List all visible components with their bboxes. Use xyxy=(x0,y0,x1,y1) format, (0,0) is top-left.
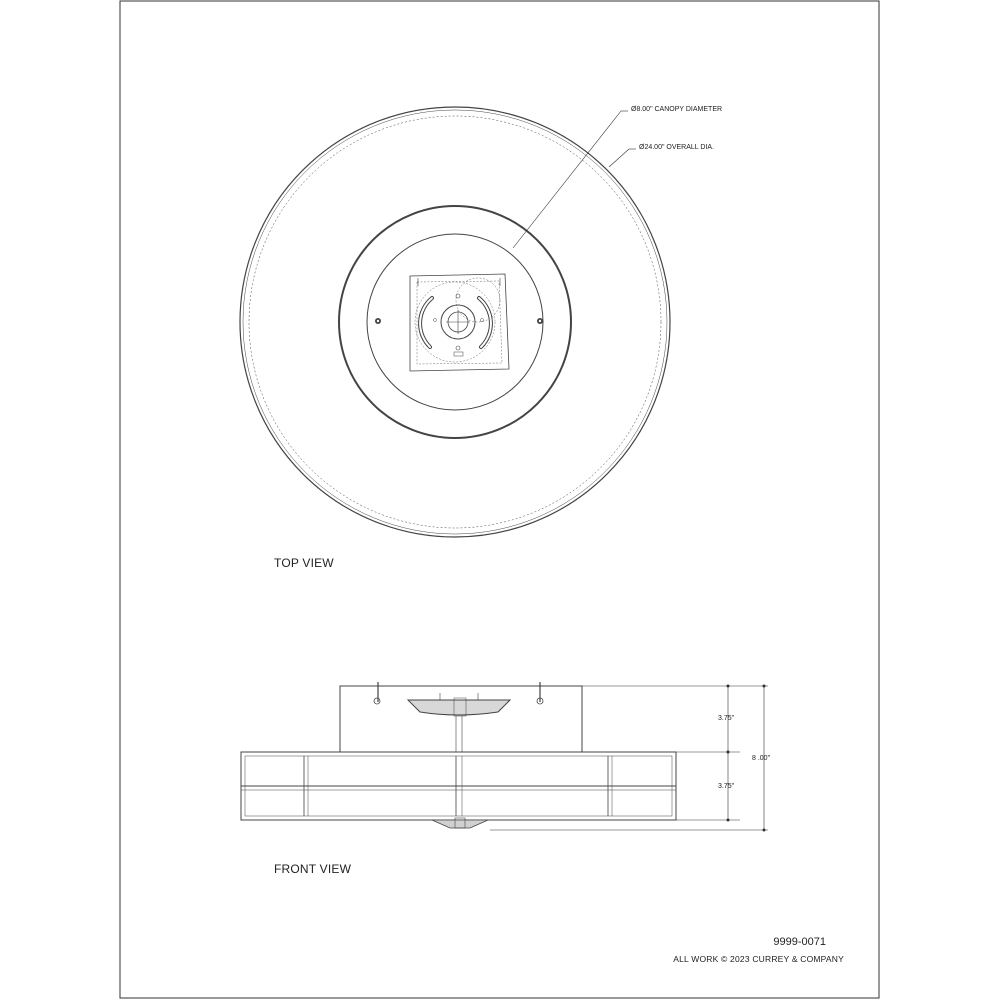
overall-diameter-callout: Ø24.00" OVERALL DIA. xyxy=(639,144,714,151)
lower-dimension-label: 3.75" xyxy=(718,783,735,790)
canopy-screws xyxy=(375,318,543,324)
top-view-title: TOP VIEW xyxy=(274,556,334,570)
canopy-diameter-callout: Ø8.00" CANOPY DIAMETER xyxy=(631,106,723,113)
sheet-border xyxy=(120,1,879,998)
mounting-bracket xyxy=(408,700,510,715)
top-view-drawing xyxy=(240,107,670,537)
front-view-title: FRONT VIEW xyxy=(274,862,352,876)
copyright-notice: ALL WORK © 2023 CURREY & COMPANY xyxy=(673,954,844,964)
front-view-drawing xyxy=(241,682,676,828)
part-number: 9999-0071 xyxy=(773,936,826,948)
bottom-finial xyxy=(432,820,488,828)
dimension-lines xyxy=(490,686,771,830)
upper-dimension-label: 3.75" xyxy=(718,715,735,722)
mounting-plate xyxy=(410,274,509,371)
callout-leaders xyxy=(513,111,636,248)
canopy-block xyxy=(340,686,582,752)
total-dimension-label: 8 .00" xyxy=(752,755,771,762)
